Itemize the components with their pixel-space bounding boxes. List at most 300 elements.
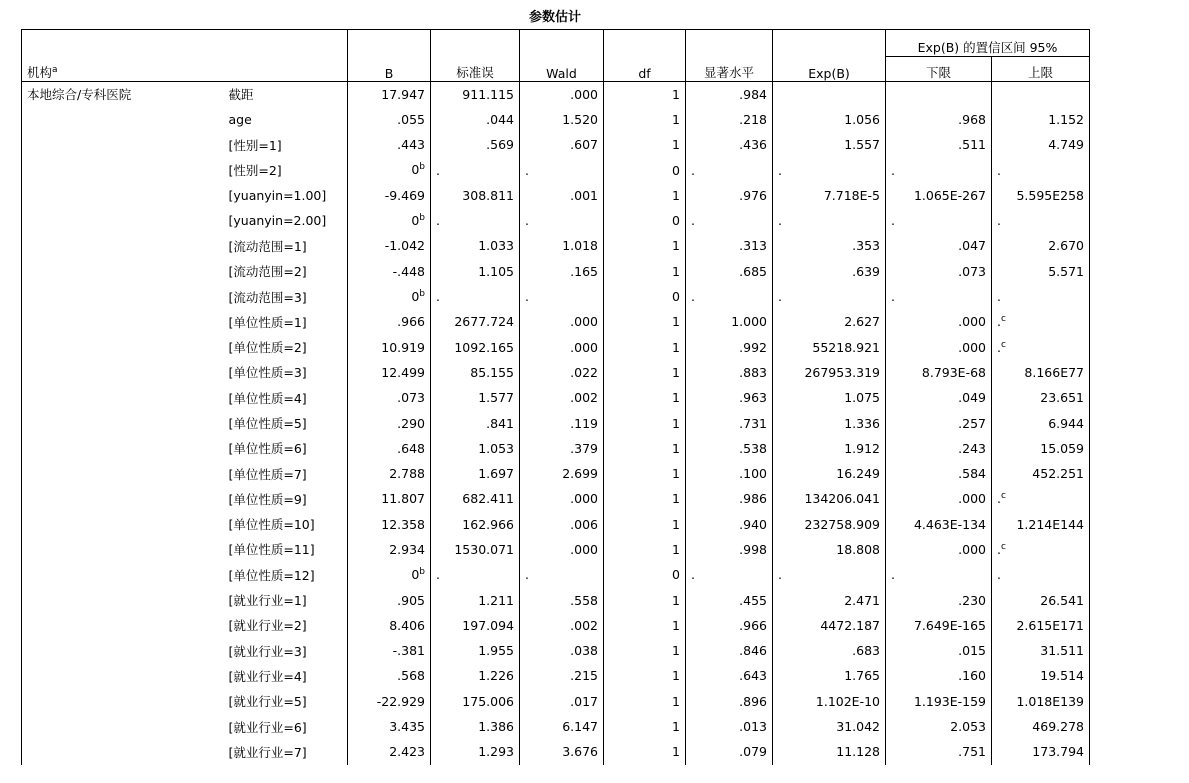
group-cell [22,183,224,208]
cell-se: 1.386 [431,714,520,739]
cell-ci-lower: .049 [886,385,992,410]
cell-ci-upper: 469.278 [992,714,1090,739]
table-row [22,233,1090,258]
table-row [22,587,1090,612]
table-row [22,334,1090,359]
cell-ci-lower: .257 [886,410,992,435]
ci-upper-header: 上限 [992,57,1090,82]
cell-b: .055 [348,107,431,132]
cell-ci-lower: . [886,157,992,182]
cell-ci-upper: 1.214E144 [992,512,1090,537]
cell-df: 1 [604,360,686,385]
cell-se: 85.155 [431,360,520,385]
group-cell [22,537,224,562]
cell-ci-lower: .160 [886,663,992,688]
cell-ci-lower: 1.193E-159 [886,689,992,714]
cell-b: 8.406 [348,613,431,638]
cell-b: 2.788 [348,461,431,486]
cell-expb: 1.557 [773,132,886,157]
cell-sig: .984 [686,82,773,107]
cell-b: .443 [348,132,431,157]
cell-df: 1 [604,334,686,359]
table-row [22,562,1090,587]
cell-expb: 7.718E-5 [773,183,886,208]
param-name: [就业行业=7] [224,739,348,764]
cell-sig: .966 [686,613,773,638]
cell-se: . [431,284,520,309]
cell-ci-upper: 5.595E258 [992,183,1090,208]
group-cell [22,638,224,663]
cell-expb: 267953.319 [773,360,886,385]
cell-expb: . [773,284,886,309]
group-cell [22,461,224,486]
cell-wald: .017 [520,689,604,714]
cell-df: 1 [604,663,686,688]
cell-b: .568 [348,663,431,688]
cell-sig: .963 [686,385,773,410]
cell-ci-lower: .584 [886,461,992,486]
cell-df: 1 [604,410,686,435]
cell-wald: .006 [520,512,604,537]
param-name: [单位性质=7] [224,461,348,486]
cell-se: 1.577 [431,385,520,410]
group-cell [22,663,224,688]
group-cell [22,385,224,410]
cell-df: 1 [604,512,686,537]
group-cell [22,107,224,132]
cell-expb: .353 [773,233,886,258]
cell-se: 1.293 [431,739,520,764]
cell-ci-lower: 4.463E-134 [886,512,992,537]
cell-wald: .000 [520,486,604,511]
cell-df: 1 [604,587,686,612]
cell-ci-upper: 1.152 [992,107,1090,132]
table-row [22,537,1090,562]
cell-expb: 134206.041 [773,486,886,511]
cell-ci-lower: . [886,284,992,309]
cell-wald: .000 [520,309,604,334]
table-row [22,486,1090,511]
cell-se: 308.811 [431,183,520,208]
param-name: [就业行业=5] [224,689,348,714]
param-name: 截距 [224,82,348,107]
table-row [22,512,1090,537]
cell-se: . [431,208,520,233]
table-row [22,208,1090,233]
cell-se: . [431,157,520,182]
group-cell [22,436,224,461]
cell-ci-upper: . [992,157,1090,182]
cell-ci-upper: .$^c$ [992,537,1090,562]
cell-b: 0$^b$ [348,208,431,233]
group-cell [22,360,224,385]
cell-wald: .607 [520,132,604,157]
cell-se: 682.411 [431,486,520,511]
cell-se: 1.033 [431,233,520,258]
cell-expb: 55218.921 [773,334,886,359]
cell-wald: .022 [520,360,604,385]
cell-df: 1 [604,259,686,284]
cell-ci-lower: .047 [886,233,992,258]
table-row [22,183,1090,208]
cell-sig: .455 [686,587,773,612]
cell-expb: . [773,562,886,587]
cell-wald: 2.699 [520,461,604,486]
cell-ci-upper: 4.749 [992,132,1090,157]
cell-se: .044 [431,107,520,132]
table-row [22,714,1090,739]
cell-b: -22.929 [348,689,431,714]
cell-sig: .436 [686,132,773,157]
header-row-1 [22,30,1090,57]
parameter-estimates-table [21,29,1090,765]
cell-se: 1530.071 [431,537,520,562]
param-name: [单位性质=6] [224,436,348,461]
cell-df: 1 [604,537,686,562]
cell-ci-upper: .$^c$ [992,486,1090,511]
cell-df: 0 [604,208,686,233]
col-se-header: 标准误 [431,57,520,82]
param-name: [单位性质=5] [224,410,348,435]
cell-sig: .896 [686,689,773,714]
cell-se: 1.226 [431,663,520,688]
table-row [22,385,1090,410]
table-row [22,107,1090,132]
cell-sig: . [686,208,773,233]
cell-ci-lower: .015 [886,638,992,663]
param-name: [单位性质=3] [224,360,348,385]
cell-b: 0$^b$ [348,157,431,182]
cell-expb: 1.912 [773,436,886,461]
cell-wald: . [520,562,604,587]
cell-df: 1 [604,638,686,663]
cell-ci-lower: . [886,562,992,587]
cell-sig: .218 [686,107,773,132]
group-cell [22,284,224,309]
cell-ci-lower: .511 [886,132,992,157]
cell-sig: .731 [686,410,773,435]
param-name: [单位性质=9] [224,486,348,511]
cell-b: .905 [348,587,431,612]
cell-expb: 1.102E-10 [773,689,886,714]
cell-df: 1 [604,689,686,714]
cell-df: 1 [604,486,686,511]
group-cell [22,562,224,587]
cell-df: 1 [604,436,686,461]
cell-df: 1 [604,132,686,157]
cell-sig: .685 [686,259,773,284]
cell-ci-lower [886,82,992,107]
cell-wald: .001 [520,183,604,208]
cell-sig: . [686,284,773,309]
cell-wald: 3.676 [520,739,604,764]
cell-se: 911.115 [431,82,520,107]
cell-expb: .639 [773,259,886,284]
cell-ci-lower: .000 [886,486,992,511]
cell-sig: .013 [686,714,773,739]
group-cell [22,486,224,511]
cell-ci-lower: . [886,208,992,233]
cell-b: 0$^b$ [348,284,431,309]
cell-sig: .998 [686,537,773,562]
cell-b: 3.435 [348,714,431,739]
cell-sig: .940 [686,512,773,537]
ci-group-header: Exp(B) 的置信区间 95% [886,30,1090,57]
cell-se: 1.955 [431,638,520,663]
cell-b: .290 [348,410,431,435]
cell-ci-upper: 2.615E171 [992,613,1090,638]
cell-ci-upper: 23.651 [992,385,1090,410]
cell-b: 10.919 [348,334,431,359]
cell-df: 1 [604,739,686,764]
cell-ci-upper: 1.018E139 [992,689,1090,714]
cell-df: 1 [604,233,686,258]
table-row [22,132,1090,157]
group-cell [22,587,224,612]
cell-b: 12.358 [348,512,431,537]
table-title: 参数估计 [528,10,581,25]
header-row-2 [22,57,1090,82]
col-expb-header: Exp(B) [773,57,886,82]
param-name: [就业行业=6] [224,714,348,739]
table-row [22,284,1090,309]
cell-wald: .215 [520,663,604,688]
param-name: [单位性质=12] [224,562,348,587]
cell-sig: .976 [686,183,773,208]
cell-expb: 2.627 [773,309,886,334]
cell-b: 17.947 [348,82,431,107]
group-cell [22,613,224,638]
param-name: [单位性质=4] [224,385,348,410]
cell-wald: .000 [520,537,604,562]
cell-sig: .100 [686,461,773,486]
cell-b: .966 [348,309,431,334]
cell-expb: 1.336 [773,410,886,435]
cell-expb [773,82,886,107]
param-name: [单位性质=11] [224,537,348,562]
cell-wald: 1.018 [520,233,604,258]
cell-expb: 4472.187 [773,613,886,638]
cell-se: 1092.165 [431,334,520,359]
param-name: [单位性质=1] [224,309,348,334]
param-name: [就业行业=3] [224,638,348,663]
cell-ci-lower: .751 [886,739,992,764]
cell-wald: 6.147 [520,714,604,739]
cell-b: -9.469 [348,183,431,208]
cell-df: 1 [604,385,686,410]
cell-ci-upper: . [992,562,1090,587]
cell-se: 1.211 [431,587,520,612]
group-cell [22,512,224,537]
cell-ci-upper [992,82,1090,107]
col-wald-header: Wald [520,57,604,82]
param-name: [流动范围=2] [224,259,348,284]
cell-ci-lower: 8.793E-68 [886,360,992,385]
cell-wald: 1.520 [520,107,604,132]
cell-df: 1 [604,309,686,334]
table-row [22,82,1090,107]
cell-ci-upper: .$^c$ [992,309,1090,334]
table-row [22,739,1090,764]
group-cell [22,334,224,359]
cell-se: 2677.724 [431,309,520,334]
cell-expb: 1.765 [773,663,886,688]
cell-ci-upper: 452.251 [992,461,1090,486]
table-row [22,410,1090,435]
cell-sig: .643 [686,663,773,688]
cell-b: 11.807 [348,486,431,511]
cell-expb: 1.056 [773,107,886,132]
cell-df: 1 [604,461,686,486]
group-cell [22,259,224,284]
group-cell [22,233,224,258]
cell-se: .569 [431,132,520,157]
cell-expb: 2.471 [773,587,886,612]
group-cell [22,689,224,714]
cell-ci-upper: 6.944 [992,410,1090,435]
group-cell [22,208,224,233]
cell-wald: .000 [520,334,604,359]
cell-wald: .165 [520,259,604,284]
param-name: [yuanyin=2.00] [224,208,348,233]
cell-sig: .313 [686,233,773,258]
cell-ci-lower: .000 [886,537,992,562]
cell-sig: . [686,157,773,182]
cell-expb: .683 [773,638,886,663]
cell-se: 175.006 [431,689,520,714]
cell-df: 1 [604,82,686,107]
cell-wald: . [520,284,604,309]
cell-ci-upper: 19.514 [992,663,1090,688]
cell-expb: 232758.909 [773,512,886,537]
cell-wald: . [520,208,604,233]
cell-sig: .992 [686,334,773,359]
table-row [22,360,1090,385]
cell-ci-upper: 15.059 [992,436,1090,461]
param-name: [单位性质=2] [224,334,348,359]
table-row [22,613,1090,638]
cell-b: -.448 [348,259,431,284]
table-row [22,309,1090,334]
cell-expb: . [773,157,886,182]
group-cell [22,132,224,157]
cell-se: 197.094 [431,613,520,638]
cell-expb: 18.808 [773,537,886,562]
cell-df: 0 [604,284,686,309]
cell-ci-lower: .073 [886,259,992,284]
cell-ci-lower: .968 [886,107,992,132]
cell-wald: .379 [520,436,604,461]
group-cell [22,410,224,435]
cell-se: . [431,562,520,587]
param-name: [yuanyin=1.00] [224,183,348,208]
cell-df: 1 [604,183,686,208]
group-cell [22,309,224,334]
group-cell [22,157,224,182]
cell-sig: . [686,562,773,587]
cell-se: 162.966 [431,512,520,537]
param-name: [就业行业=4] [224,663,348,688]
cell-ci-upper: . [992,284,1090,309]
org-header: 机构$^a$ [22,57,224,82]
group-cell [22,739,224,764]
cell-ci-lower: .243 [886,436,992,461]
cell-b: .073 [348,385,431,410]
col-b-header: B [348,57,431,82]
cell-b: 0$^b$ [348,562,431,587]
table-row [22,689,1090,714]
cell-wald: .002 [520,613,604,638]
cell-ci-lower: 2.053 [886,714,992,739]
cell-df: 1 [604,613,686,638]
cell-df: 1 [604,714,686,739]
cell-ci-lower: 7.649E-165 [886,613,992,638]
col-sig-header: 显著水平 [686,57,773,82]
cell-ci-upper: . [992,208,1090,233]
cell-sig: .079 [686,739,773,764]
cell-ci-lower: .230 [886,587,992,612]
cell-se: 1.105 [431,259,520,284]
group-label: 本地综合/专科医院 [22,82,224,107]
param-name: [就业行业=1] [224,587,348,612]
param-name: [就业行业=2] [224,613,348,638]
ci-lower-header: 下限 [886,57,992,82]
cell-ci-upper: 2.670 [992,233,1090,258]
cell-sig: .846 [686,638,773,663]
cell-wald: .000 [520,82,604,107]
cell-se: 1.697 [431,461,520,486]
group-cell [22,714,224,739]
table-row [22,663,1090,688]
param-name: [性别=1] [224,132,348,157]
cell-ci-upper: .$^c$ [992,334,1090,359]
cell-wald: .119 [520,410,604,435]
cell-ci-upper: 31.511 [992,638,1090,663]
cell-sig: 1.000 [686,309,773,334]
cell-ci-upper: 173.794 [992,739,1090,764]
cell-wald: . [520,157,604,182]
cell-ci-lower: .000 [886,309,992,334]
param-name: [单位性质=10] [224,512,348,537]
cell-sig: .986 [686,486,773,511]
cell-sig: .538 [686,436,773,461]
cell-b: 2.423 [348,739,431,764]
cell-df: 0 [604,157,686,182]
cell-df: 1 [604,107,686,132]
cell-ci-lower: .000 [886,334,992,359]
cell-wald: .558 [520,587,604,612]
cell-ci-lower: 1.065E-267 [886,183,992,208]
cell-ci-upper: 26.541 [992,587,1090,612]
cell-b: -1.042 [348,233,431,258]
cell-b: 12.499 [348,360,431,385]
col-df-header: df [604,57,686,82]
cell-sig: .883 [686,360,773,385]
cell-wald: .002 [520,385,604,410]
cell-se: 1.053 [431,436,520,461]
cell-expb: 16.249 [773,461,886,486]
table-row [22,436,1090,461]
param-name: [流动范围=1] [224,233,348,258]
param-name: age [224,107,348,132]
cell-ci-upper: 8.166E77 [992,360,1090,385]
cell-expb: 11.128 [773,739,886,764]
cell-expb: 1.075 [773,385,886,410]
table-row [22,157,1090,182]
param-name: [流动范围=3] [224,284,348,309]
table-row [22,461,1090,486]
param-name: [性别=2] [224,157,348,182]
